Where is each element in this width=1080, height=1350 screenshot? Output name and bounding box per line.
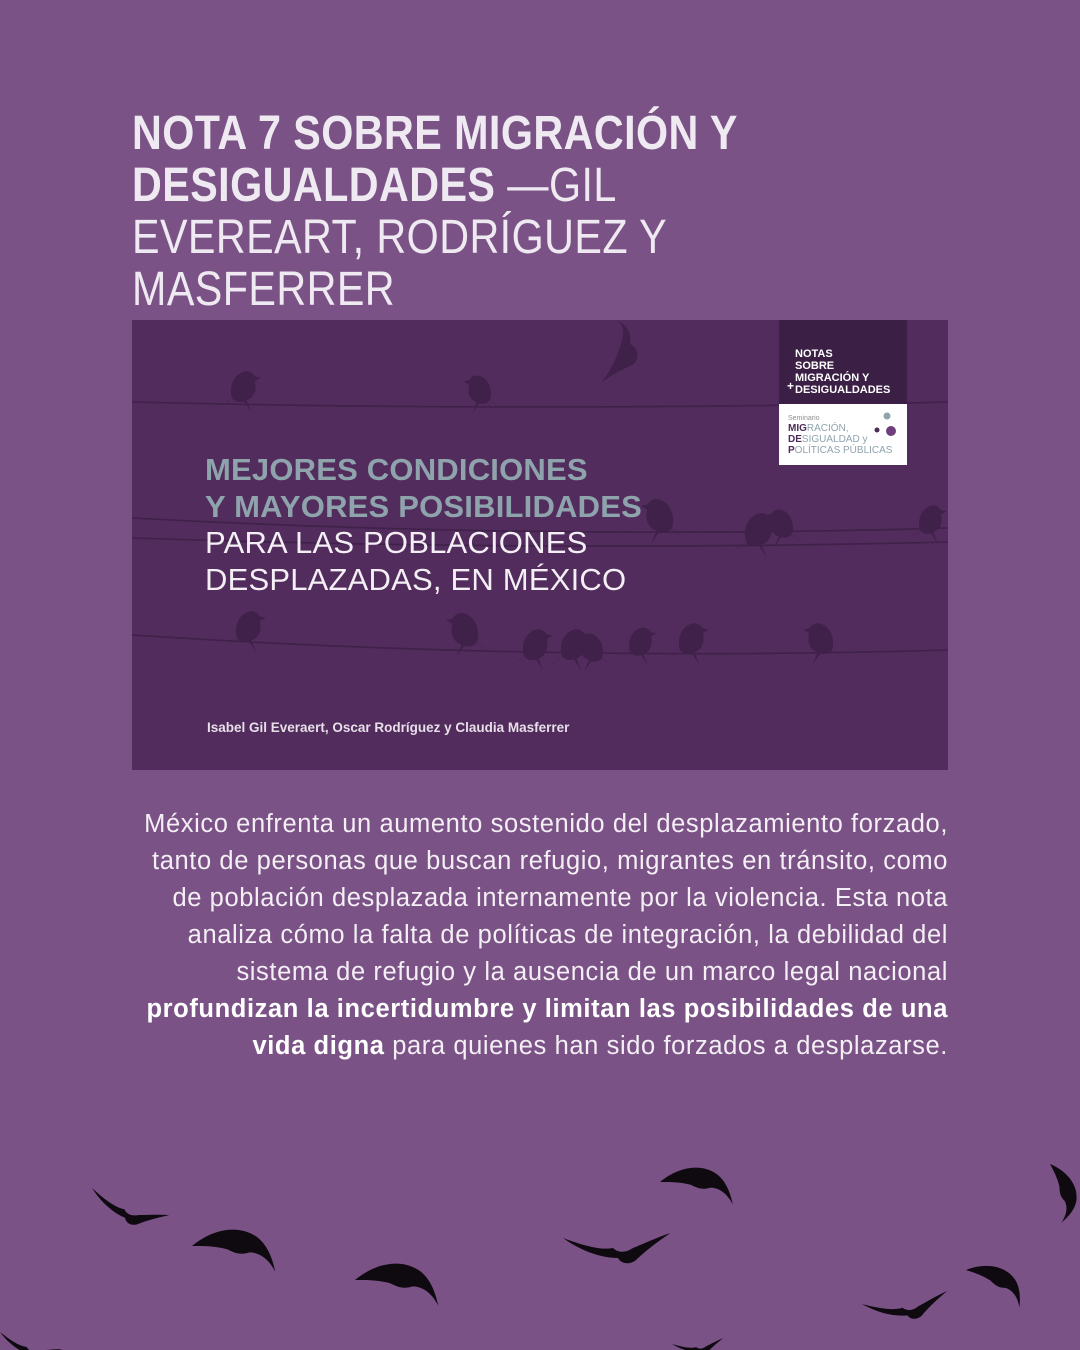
seminar-rest: OLÍTICAS PÚBLICAS [794,445,893,456]
series-line: NOTAS [795,348,833,360]
series-badge-title [779,320,907,404]
seminar-strong: P [788,445,795,456]
series-line: SOBRE [795,360,835,372]
summary-emphasis: profundizan la incertidumbre y limitan las posibilidades de una vida digna [146,995,948,1060]
cover-title [205,452,642,598]
summary-intro: México enfrenta un aumento sostenido del desplazamiento forzado, tanto de personas que buscan refugio, migrantes en tránsito, como de población desplazada internamente por la violencia. Esta nota analiza cómo la falta de políticas de integración, la debilidad del sistema de refugio y la ausencia de un marco legal nacional [144,810,948,986]
seminar-rest: SIGUALDAD y [801,434,868,445]
seminar-line [788,445,907,456]
series-line: DESIGUALDADES [795,384,891,396]
page-heading [132,108,837,316]
seminar-strong: MIG [788,423,807,434]
seminar-rest: RACIÓN, [806,423,849,434]
plus-sign: + [787,379,795,393]
cover-authors: Isabel Gil Everaert, Oscar Rodríguez y Claudia Masferrer [207,720,570,735]
summary-paragraph [132,806,948,1065]
publication-cover [132,320,948,770]
seminar-dots-icon [869,410,899,440]
heading-light: —GIL EVEREART, RODRÍGUEZ Y MASFERRER [132,159,667,316]
cover-title-line-4: DESPLAZADAS, EN MÉXICO [205,561,627,597]
seminar-label: Seminario [788,415,820,422]
cover-title-line-2: Y MAYORES POSIBILIDADES [205,488,642,524]
heading-bold: NOTA 7 SOBRE MIGRACIÓN Y DESIGUALDADES [132,107,738,212]
series-line: MIGRACIÓN Y [795,372,870,384]
series-badge [779,320,907,465]
flying-birds-decoration [0,1140,1080,1350]
cover-title-line-1: MEJORES CONDICIONES [205,452,588,487]
seminar-logo [779,404,907,465]
summary-outro: para quienes han sido forzados a desplazarse. [384,1032,948,1060]
seminar-strong: DE [788,434,802,445]
cover-title-line-3: PARA LAS POBLACIONES [205,525,588,560]
